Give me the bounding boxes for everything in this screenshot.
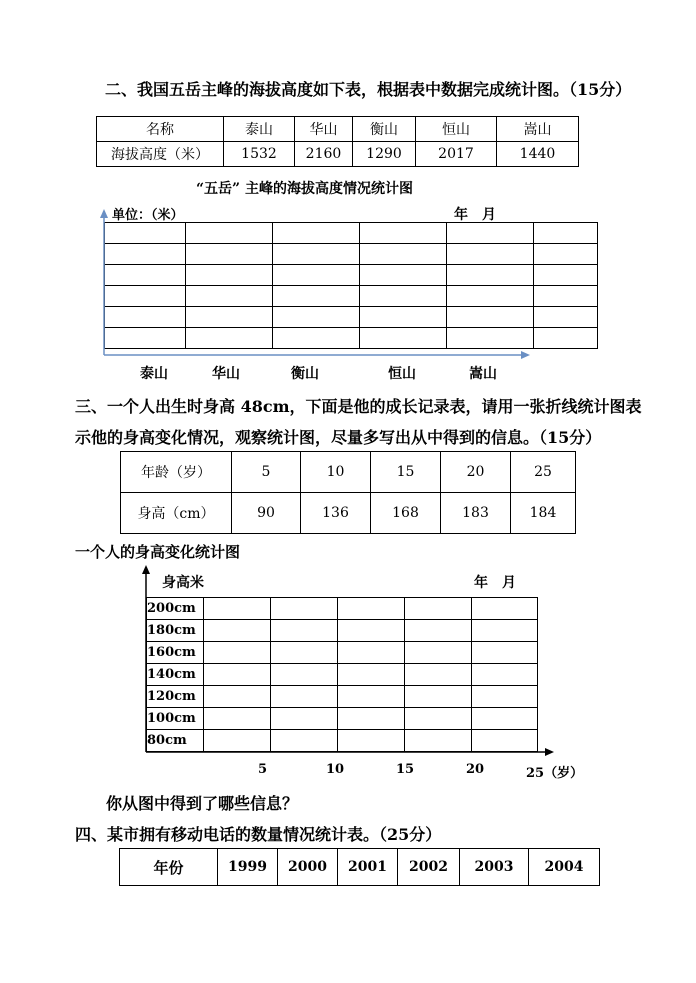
table-row-label: 年份 [120,849,218,886]
table-cell: 1440 [497,142,579,167]
table-cell: 2017 [416,142,497,167]
section2-title: 二、我国五岳主峰的海拔高度如下表，根据表中数据完成统计图。（15分） [105,80,632,99]
chart2-x-label: 20 [466,762,485,777]
table-cell: 1999 [218,849,278,886]
table-cell: 20 [441,452,511,493]
section3-title-line2: 示他的身高变化情况，观察统计图，尽量多写出从中得到的信息。（15分） [75,428,602,447]
table-cell: 1532 [224,142,295,167]
chart2-x-label: 15 [396,762,415,777]
table-row-label: 海拔高度（米） [97,142,224,167]
table-cell: 2004 [529,849,600,886]
table-cell: 1290 [353,142,416,167]
table-header: 华山 [295,117,353,142]
table-cell: 25 [511,452,576,493]
section4-title: 四、某市拥有移动电话的数量情况统计表。（25分） [75,825,442,844]
table-cell: 10 [301,452,371,493]
table-cell: 5 [232,452,301,493]
chart2-y-label: 180cm [147,620,204,642]
table-cell: 2003 [460,849,529,886]
chart2-x-label: 10 [326,762,345,777]
section3-title-line1: 三、一个人出生时身高 48cm，下面是他的成长记录表，请用一张折线统计图表 [75,397,642,416]
chart1-x-label: 恒山 [388,366,416,382]
table-header: 衡山 [353,117,416,142]
chart2-x-label: 25（岁） [526,766,584,781]
chart1-x-label: 华山 [212,366,240,382]
chart2-x-label: 5 [258,762,268,777]
chart2-y-unit: 身高米 [162,575,204,591]
chart1-unit: 单位：（米） [112,208,184,223]
chart1-x-label: 衡山 [291,366,319,382]
chart1-x-label: 嵩山 [469,366,497,382]
mobile-phone-table [119,848,600,886]
table-row-label: 年龄（岁） [121,452,232,493]
table-header: 名称 [97,117,224,142]
table-cell: 184 [511,493,576,534]
table-cell: 183 [441,493,511,534]
peak-height-table [96,116,579,167]
chart2-y-label: 200cm [147,598,204,620]
chart2-y-label: 160cm [147,642,204,664]
table-row-label: 身高（cm） [121,493,232,534]
table-cell: 15 [371,452,441,493]
chart2-y-label: 80cm [147,730,204,752]
chart1-x-label: 泰山 [140,366,168,382]
chart2-y-label: 100cm [147,708,204,730]
chart1-axes [96,205,536,361]
table-cell: 2160 [295,142,353,167]
chart2-axes [138,562,558,758]
table-cell: 2001 [338,849,398,886]
table-header: 恒山 [416,117,497,142]
chart2-title: 一个人的身高变化统计图 [75,543,241,561]
table-cell: 2002 [398,849,460,886]
chart2-y-label: 140cm [147,664,204,686]
section3-question: 你从图中得到了哪些信息？ [106,794,299,813]
table-header: 泰山 [224,117,295,142]
table-header: 嵩山 [497,117,579,142]
table-cell: 168 [371,493,441,534]
chart1-date: 年 月 [454,207,496,223]
table-cell: 90 [232,493,301,534]
chart2-date: 年 月 [474,575,516,591]
chart2-y-label: 120cm [147,686,204,708]
growth-table [120,451,576,534]
chart1-title: “五岳” 主峰的海拔高度情况统计图 [196,181,413,197]
table-cell: 2000 [278,849,338,886]
table-cell: 136 [301,493,371,534]
